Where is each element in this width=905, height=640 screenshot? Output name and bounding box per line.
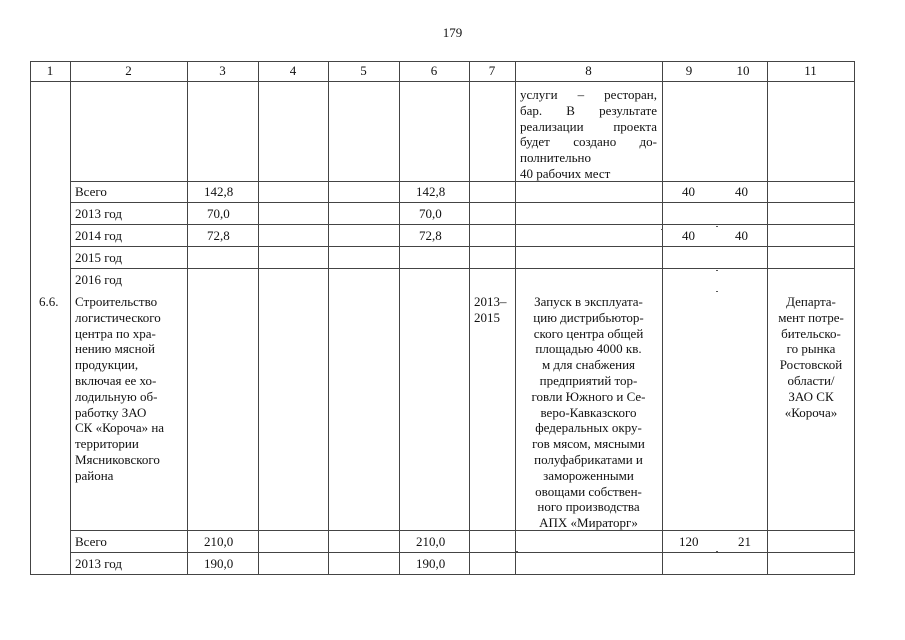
indicator-cell: 40 bbox=[735, 228, 748, 243]
project-name: Строительство логистического центра по хра- нению мясной продукции, включая ее хо- лодильную об- работку ЗАО СК «Короча» на территории Мясниковского района bbox=[75, 294, 165, 483]
scan-speck bbox=[516, 551, 518, 552]
column-border bbox=[258, 61, 259, 575]
column-border bbox=[767, 61, 768, 575]
amount-cell: 72,8 bbox=[207, 228, 230, 243]
column-border bbox=[515, 61, 516, 575]
table-right-border bbox=[854, 61, 855, 575]
indicator-cell: 40 bbox=[682, 184, 695, 199]
column-header: 6 bbox=[430, 63, 438, 78]
responsible-executor: Департа- мент потре- бительско- го рынка Ростовской области/ ЗАО СК «Короча» bbox=[778, 294, 844, 420]
column-border bbox=[469, 61, 470, 575]
header-bottom-border bbox=[30, 81, 855, 82]
indicator-cell: 40 bbox=[735, 184, 748, 199]
column-header: 3 bbox=[219, 63, 226, 78]
amount-cell: 190,0 bbox=[416, 556, 446, 571]
implementation-period: 2013– 2015 bbox=[474, 294, 507, 325]
column-border bbox=[662, 61, 663, 575]
row-label: Всего bbox=[75, 534, 107, 549]
column-header: 11 bbox=[804, 63, 817, 78]
amount-cell: 70,0 bbox=[419, 206, 442, 221]
row-label: 2016 год bbox=[75, 272, 122, 287]
row-label: 2014 год bbox=[75, 228, 122, 243]
expected-result: Запуск в эксплуата- цию дистрибьютор- ского центра общей площадью 4000 кв. м для снабжения предприятий тор- говли Южного и Се- веро-Кавказского федеральных окру- гов мясом, мясными полуфабрикатами и замороженными овощами собствен- ного производства АПХ «Мираторг» bbox=[531, 294, 646, 531]
column-header: 9 bbox=[685, 63, 693, 78]
scan-speck bbox=[716, 551, 718, 552]
table-top-border bbox=[30, 61, 855, 62]
amount-cell: 142,8 bbox=[416, 184, 446, 199]
scan-speck bbox=[716, 270, 718, 271]
column-header: 10 bbox=[736, 63, 750, 78]
column-border bbox=[30, 61, 31, 575]
amount-cell: 142,8 bbox=[204, 184, 234, 199]
scan-speck bbox=[716, 226, 718, 227]
column-header: 7 bbox=[488, 63, 496, 78]
column-border bbox=[70, 61, 71, 575]
column-header: 8 bbox=[585, 63, 592, 78]
amount-cell: 72,8 bbox=[419, 228, 442, 243]
amount-cell: 70,0 bbox=[207, 206, 230, 221]
column-header: 1 bbox=[46, 63, 54, 78]
amount-cell: 190,0 bbox=[204, 556, 234, 571]
column-header: 5 bbox=[360, 63, 367, 78]
row-label: Всего bbox=[75, 184, 107, 199]
item-number: 6.6. bbox=[39, 294, 59, 309]
amount-cell: 210,0 bbox=[204, 534, 234, 549]
amount-cell: 210,0 bbox=[416, 534, 446, 549]
column-header: 2 bbox=[125, 63, 132, 78]
column-header: 4 bbox=[289, 63, 297, 78]
row-label: 2013 год bbox=[75, 206, 122, 221]
continued-result-text: услуги – ресторан, бар. В результате реализации проекта будет создано до- полнительно 40 рабочих мест bbox=[520, 87, 657, 181]
scan-speck bbox=[661, 229, 663, 230]
indicator-cell: 21 bbox=[738, 534, 751, 549]
column-border bbox=[187, 61, 188, 575]
indicator-cell: 40 bbox=[682, 228, 695, 243]
indicator-cell: 120 bbox=[679, 534, 699, 549]
row-label: 2013 год bbox=[75, 556, 122, 571]
table-bottom-border bbox=[30, 574, 855, 575]
scan-speck bbox=[716, 291, 718, 292]
page-number: 179 bbox=[442, 25, 463, 40]
column-border bbox=[399, 61, 400, 575]
column-border bbox=[328, 61, 329, 575]
row-label: 2015 год bbox=[75, 250, 122, 265]
